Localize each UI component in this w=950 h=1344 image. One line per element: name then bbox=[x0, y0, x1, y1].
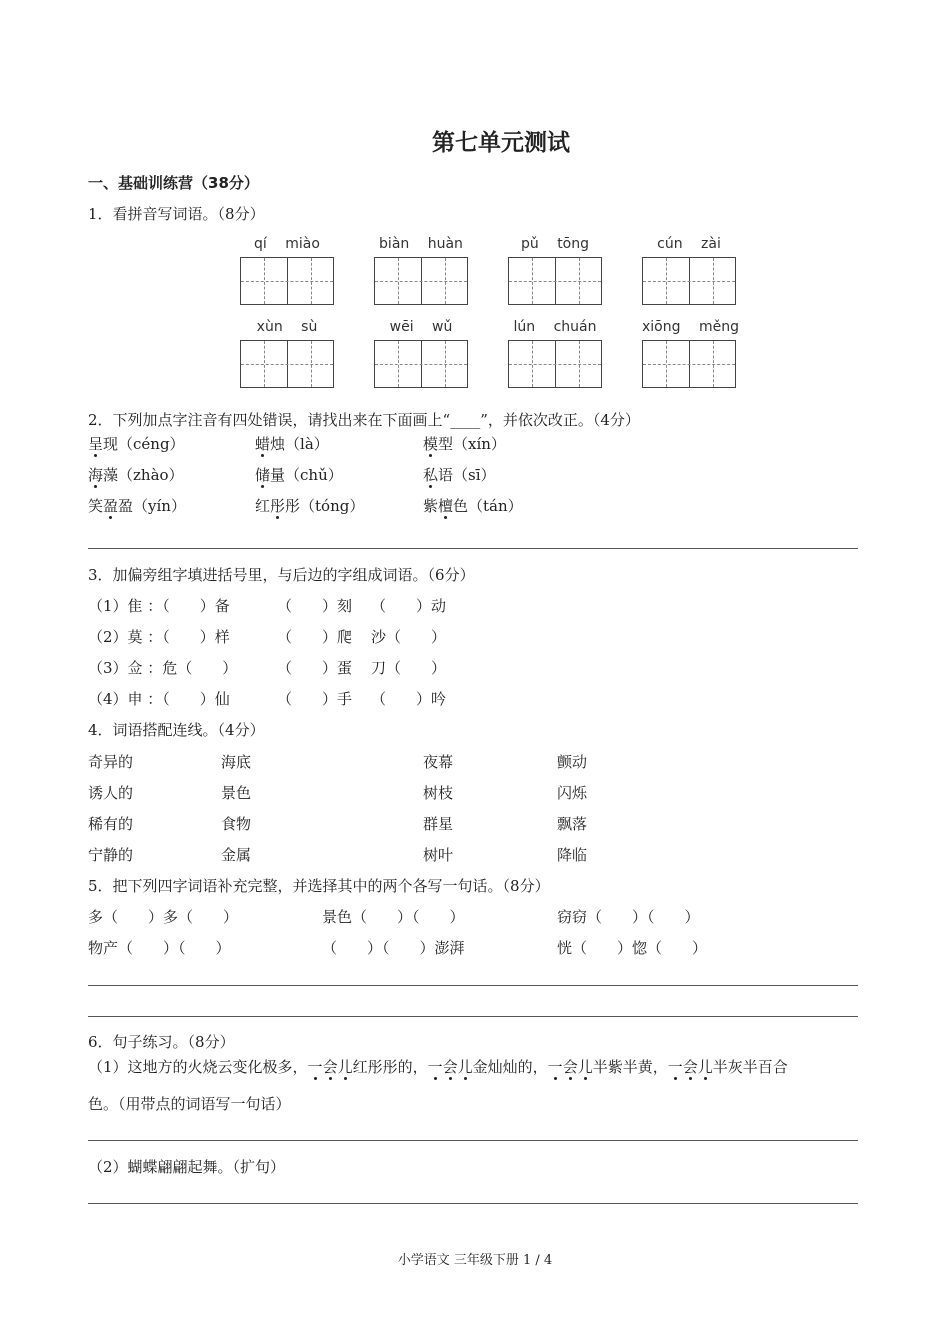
tianzige-box[interactable] bbox=[642, 257, 736, 305]
pinyin-label: cún zài bbox=[657, 236, 721, 252]
dotted-char: 模 bbox=[423, 435, 439, 453]
radical-blank[interactable]: （ ）吟 bbox=[371, 690, 447, 708]
dotted-phrase bbox=[548, 1058, 593, 1076]
match-word[interactable]: 群星 bbox=[423, 815, 454, 833]
tianzige-box[interactable] bbox=[240, 257, 334, 305]
pinyin-label: biàn huàn bbox=[379, 236, 463, 252]
tianzige-box[interactable] bbox=[508, 340, 602, 388]
match-word[interactable]: 飘落 bbox=[557, 815, 588, 833]
answer-line[interactable] bbox=[88, 1016, 858, 1017]
sentence-1: （1）这地方的火烧云变化极多，一会儿红彤彤的，一会儿金灿灿的，一会儿半紫半黄，一会儿半灰半百合 bbox=[88, 1058, 788, 1076]
match-word[interactable]: 颤动 bbox=[557, 753, 588, 771]
page-title: 第七单元测试 bbox=[432, 130, 570, 156]
match-word[interactable]: 闪烁 bbox=[557, 784, 588, 802]
match-word[interactable]: 宁静的 bbox=[88, 846, 134, 864]
radical-blank[interactable]: （ ）刻 bbox=[277, 597, 353, 615]
tianzige-box[interactable] bbox=[508, 257, 602, 305]
question-4-label: 4．词语搭配连线。（4分） bbox=[88, 721, 265, 739]
match-word[interactable]: 降临 bbox=[557, 846, 588, 864]
answer-line[interactable] bbox=[88, 548, 858, 549]
page-footer: 小学语文 三年级下册 1 / 4 bbox=[397, 1253, 553, 1268]
pinyin-label: xùn sù bbox=[256, 319, 318, 335]
idiom-blank[interactable]: 物产（ ）（ ） bbox=[88, 939, 231, 957]
question-3-label: 3．加偏旁组字填进括号里，与后边的字组成词语。（6分） bbox=[88, 566, 475, 584]
idiom-blank[interactable]: 窃窃（ ）（ ） bbox=[557, 908, 700, 926]
dotted-char: 儿 bbox=[337, 1058, 353, 1076]
match-word[interactable]: 景色 bbox=[221, 784, 252, 802]
idiom-blank[interactable]: 景色（ ）（ ） bbox=[322, 908, 465, 926]
radical-blank[interactable]: （1）隹 ：（ ）备 bbox=[88, 597, 230, 615]
dotted-char: 会 bbox=[442, 1058, 458, 1076]
match-word[interactable]: 海底 bbox=[221, 753, 252, 771]
dotted-char: 一 bbox=[427, 1058, 443, 1076]
sentence-1-line-2: 色。（用带点的词语写一句话） bbox=[88, 1095, 291, 1113]
dotted-char: 檀 bbox=[438, 497, 454, 515]
radical-blank[interactable]: 沙（ ） bbox=[371, 628, 447, 646]
dotted-char: 海 bbox=[88, 466, 104, 484]
pronunciation-item: 呈现（céng） bbox=[88, 435, 185, 453]
dotted-char: 私 bbox=[423, 466, 439, 484]
question-2-label: 2．下列加点字注音有四处错误，请找出来在下面画上“____”，并依次改正。（4分） bbox=[88, 411, 640, 429]
dotted-char: 儿 bbox=[577, 1058, 593, 1076]
pinyin-label: qí miào bbox=[254, 236, 320, 252]
radical-blank[interactable]: （4）申 ：（ ）仙 bbox=[88, 690, 230, 708]
radical-blank[interactable]: 刀（ ） bbox=[371, 659, 447, 677]
dotted-char: 会 bbox=[562, 1058, 578, 1076]
match-word[interactable]: 诱人的 bbox=[88, 784, 134, 802]
radical-blank[interactable]: （3）佥 ：危（ ） bbox=[88, 659, 238, 677]
answer-line[interactable] bbox=[88, 985, 858, 986]
match-word[interactable]: 食物 bbox=[221, 815, 252, 833]
radical-blank[interactable]: （ ）手 bbox=[277, 690, 353, 708]
dotted-char: 储 bbox=[255, 466, 271, 484]
dotted-char: 盈 bbox=[103, 497, 119, 515]
tianzige-box[interactable] bbox=[374, 340, 468, 388]
dotted-char: 会 bbox=[682, 1058, 698, 1076]
match-word[interactable]: 树枝 bbox=[423, 784, 454, 802]
pronunciation-item: 红彤彤（tóng） bbox=[255, 497, 365, 515]
pronunciation-item: 紫檀色（tán） bbox=[423, 497, 523, 515]
match-word[interactable]: 树叶 bbox=[423, 846, 454, 864]
answer-line[interactable] bbox=[88, 1203, 858, 1204]
dotted-char: 儿 bbox=[457, 1058, 473, 1076]
pinyin-label: xiōng měng bbox=[642, 319, 739, 335]
sentence-2: （2）蝴蝶翩翩起舞。（扩句） bbox=[88, 1158, 286, 1176]
answer-line[interactable] bbox=[88, 1140, 858, 1141]
radical-blank[interactable]: （2）莫 ：（ ）样 bbox=[88, 628, 230, 646]
dotted-char: 一 bbox=[307, 1058, 323, 1076]
radical-blank[interactable]: （ ）动 bbox=[371, 597, 447, 615]
dotted-char: 一 bbox=[547, 1058, 563, 1076]
dotted-char: 呈 bbox=[88, 435, 104, 453]
pronunciation-item: 模型（xín） bbox=[423, 435, 506, 453]
tianzige-box[interactable] bbox=[240, 340, 334, 388]
pinyin-label: lún chuán bbox=[513, 319, 597, 335]
dotted-char: 儿 bbox=[697, 1058, 713, 1076]
pronunciation-item: 蜡烛（là） bbox=[255, 435, 329, 453]
dotted-char: 一 bbox=[667, 1058, 683, 1076]
tianzige-box[interactable] bbox=[374, 257, 468, 305]
pronunciation-item: 海藻（zhào） bbox=[88, 466, 184, 484]
question-6-label: 6．句子练习。（8分） bbox=[88, 1033, 235, 1051]
dotted-phrase bbox=[668, 1058, 713, 1076]
idiom-blank[interactable]: （ ）（ ）澎湃 bbox=[322, 939, 465, 957]
radical-blank[interactable]: （ ）爬 bbox=[277, 628, 353, 646]
idiom-blank[interactable]: 多（ ）多（ ） bbox=[88, 908, 239, 926]
match-word[interactable]: 奇异的 bbox=[88, 753, 134, 771]
dotted-char: 会 bbox=[322, 1058, 338, 1076]
pinyin-label: wēi wǔ bbox=[389, 319, 453, 335]
question-1-label: 1．看拼音写词语。（8分） bbox=[88, 205, 265, 223]
idiom-blank[interactable]: 恍（ ）惚（ ） bbox=[557, 939, 708, 957]
match-word[interactable]: 夜幕 bbox=[423, 753, 454, 771]
dotted-phrase bbox=[428, 1058, 473, 1076]
match-word[interactable]: 稀有的 bbox=[88, 815, 134, 833]
pronunciation-item: 私语（sī） bbox=[423, 466, 496, 484]
section-heading: 一、基础训练营（38分） bbox=[88, 174, 259, 192]
radical-blank[interactable]: （ ）蛋 bbox=[277, 659, 353, 677]
pronunciation-item: 笑盈盈（yín） bbox=[88, 497, 186, 515]
pinyin-label: pǔ tōng bbox=[520, 236, 590, 252]
dotted-phrase bbox=[308, 1058, 353, 1076]
pronunciation-item: 储量（chǔ） bbox=[255, 466, 343, 484]
question-5-label: 5．把下列四字词语补充完整，并选择其中的两个各写一句话。（8分） bbox=[88, 877, 550, 895]
tianzige-box[interactable] bbox=[642, 340, 736, 388]
match-word[interactable]: 金属 bbox=[221, 846, 252, 864]
dotted-char: 彤 bbox=[270, 497, 286, 515]
dotted-char: 蜡 bbox=[255, 435, 271, 453]
